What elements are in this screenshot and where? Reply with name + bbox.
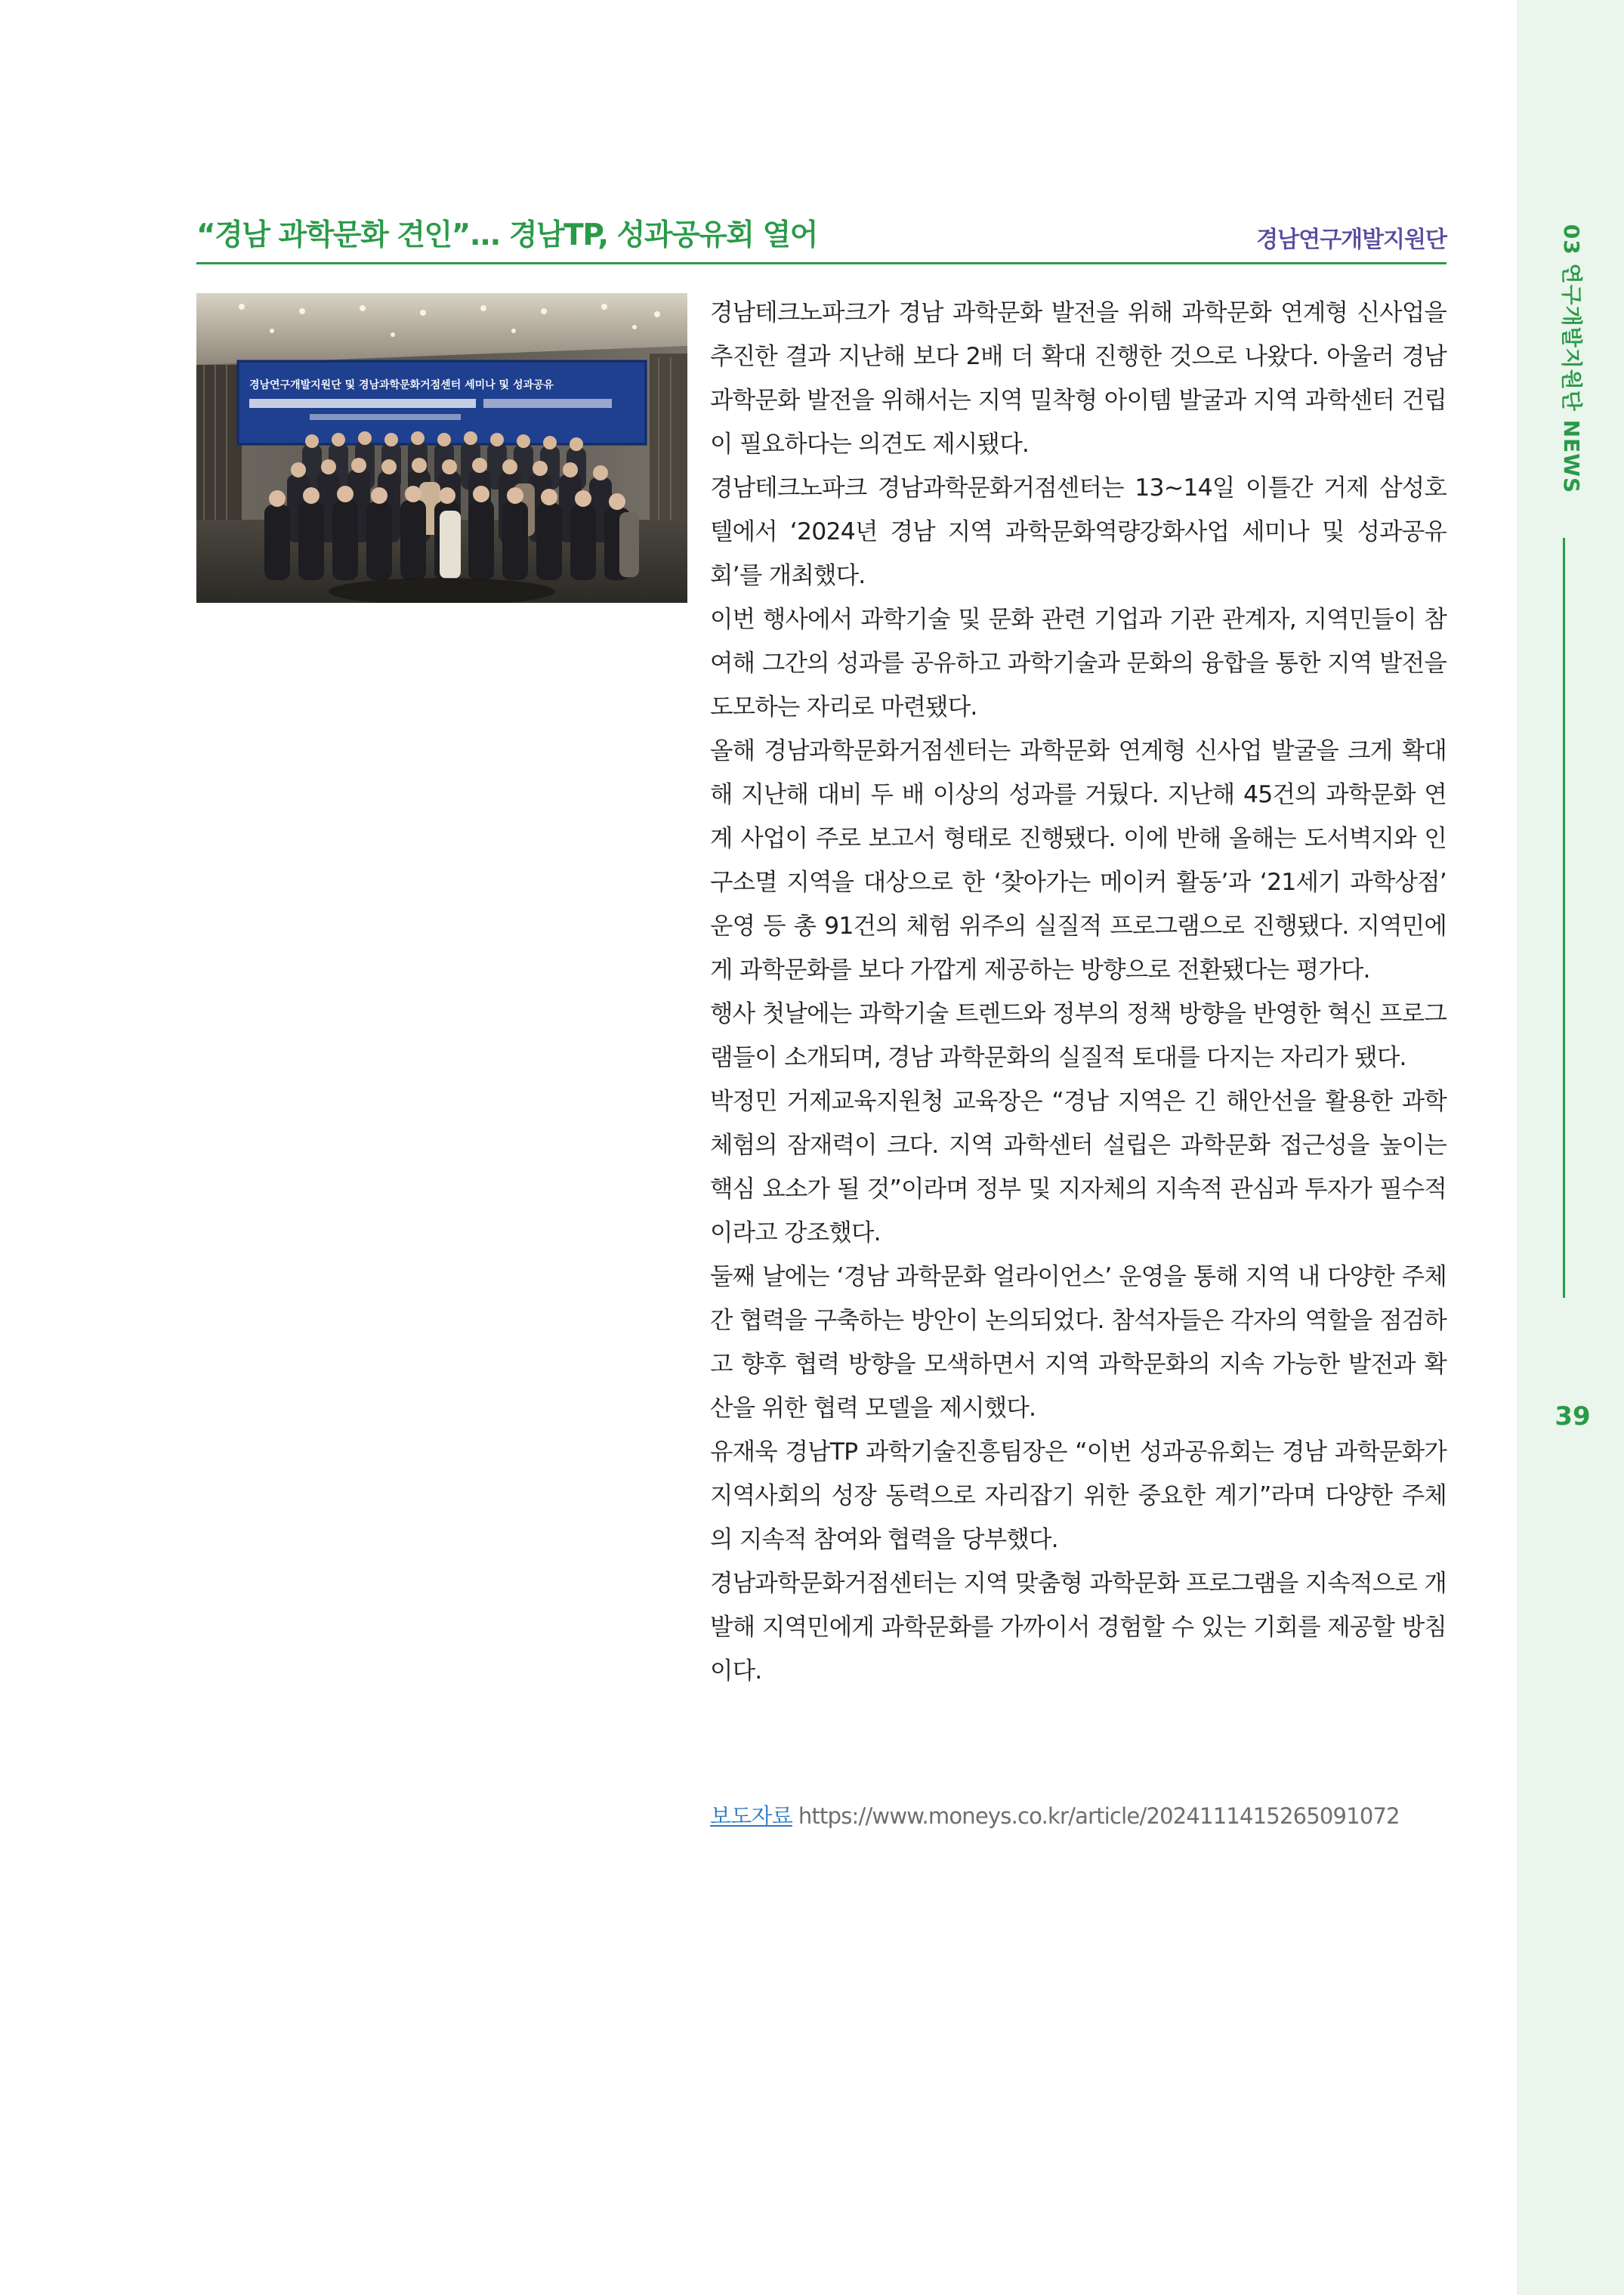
section-title [1541,215,1604,502]
article-paragraph: 경남테크노파크가 경남 과학문화 발전을 위해 과학문화 연계형 신사업을 추진한 결과 지난해 보다 2배 더 확대 진행한 것으로 나왔다. 아울러 경남 과학문화 발전을 위해서는 지역 밀착형 아이템 발굴과 지역 과학센터 건립이 필요하다는 의견도 제시됐다. [710,299,1446,458]
event-group-photo [196,293,687,603]
article-paragraph: 박정민 거제교육지원청 교육장은 “경남 지역은 긴 해안선을 활용한 과학 체험의 잠재력이 크다. 지역 과학센터 설립은 과학문화 접근성을 높이는 핵심 요소가 될 것”이라며 정부 및 지자체의 지속적 관심과 투자가 필수적이라고 강조했다. [710,1088,1446,1246]
article-paragraph: 경남과학문화거점센터는 지역 맞춤형 과학문화 프로그램을 지속적으로 개발해 지역민에게 과학문화를 가까이서 경험할 수 있는 기회를 제공할 방침이다. [710,1570,1446,1685]
article-body [710,291,1446,1693]
page-number: 39 [1555,1401,1591,1432]
photo-banner-text: 경남연구개발지원단 및 경남과학문화거점센터 세미나 및 성과공유 [249,379,554,391]
side-divider [1563,538,1565,1298]
source-url[interactable]: https://www.moneys.co.kr/article/2024111415265091072 [798,1803,1400,1829]
article-paragraph: 행사 첫날에는 과학기술 트렌드와 정부의 정책 방향을 반영한 혁신 프로그램들이 소개되며, 경남 과학문화의 실질적 토대를 다지는 자리가 됐다. [710,1000,1446,1071]
press-release-source [710,1799,1446,1830]
section-title-text: 03 연구개발지원단 NEWS [1559,224,1585,494]
article-paragraph: 올해 경남과학문화거점센터는 과학문화 연계형 신사업 발굴을 크게 확대해 지난해 대비 두 배 이상의 성과를 거뒀다. 지난해 45건의 과학문화 연계 사업이 주로 보고서 형태로 진행됐다. 이에 반해 올해는 도서벽지와 인구소멸 지역을 대상으로 한 ‘찾아가는 메이커 활동’과 ‘21세기 과학상점’ 운영 등 총 91건의 체험 위주의 실질적 프로그램으로 진행됐다. 지역민에게 과학문화를 보다 가깝게 제공하는 방향으로 전환됐다는 평가다. [710,737,1446,984]
press-release-link[interactable]: 보도자료 [710,1803,792,1829]
article-paragraph: 경남테크노파크 경남과학문화거점센터는 13~14일 이틀간 거제 삼성호텔에서 ‘2024년 경남 지역 과학문화역량강화사업 세미나 및 성과공유회’를 개최했다. [710,474,1446,589]
organization-label: 경남연구개발지원단 [1256,227,1446,253]
headline-divider [196,262,1446,264]
article-paragraph: 유재욱 경남TP 과학기술진흥팀장은 “이번 성과공유회는 경남 과학문화가 지역사회의 성장 동력으로 자리잡기 위한 중요한 계기”라며 다양한 주체의 지속적 참여와 협력을 당부했다. [710,1438,1446,1553]
article-paragraph: 둘째 날에는 ‘경남 과학문화 얼라이언스’ 운영을 통해 지역 내 다양한 주체 간 협력을 구축하는 방안이 논의되었다. 참석자들은 각자의 역할을 점검하고 향후 협력 방향을 모색하면서 지역 과학문화의 지속 가능한 발전과 확산을 위한 협력 모델을 제시했다. [710,1263,1446,1422]
article-paragraph: 이번 행사에서 과학기술 및 문화 관련 기업과 기관 관계자, 지역민들이 참여해 그간의 성과를 공유하고 과학기술과 문화의 융합을 통한 지역 발전을 도모하는 자리로 마련됐다. [710,606,1446,721]
article-headline: “경남 과학문화 견인”... 경남TP, 성과공유회 열어 [196,218,817,252]
